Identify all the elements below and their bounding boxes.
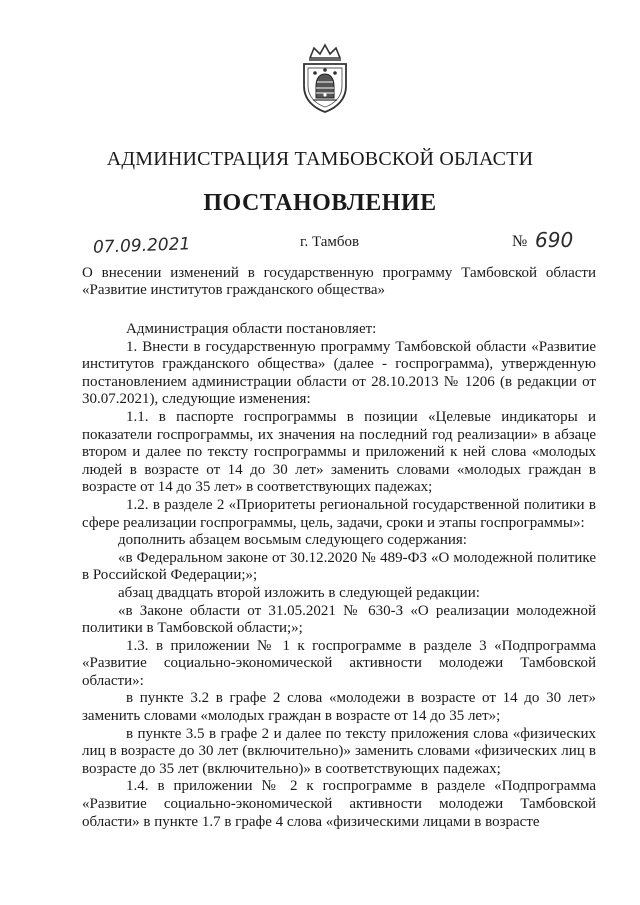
- document-number-label: №: [512, 233, 528, 250]
- paragraph: «в Законе области от 31.05.2021 № 630-З «О реализации молодежной политики в Тамбовской области;»;: [82, 602, 596, 637]
- paragraph: дополнить абзацем восьмым следующего содержания:: [118, 532, 467, 549]
- document-date: 07.09.2021: [92, 234, 191, 258]
- subject-line: «Развитие институтов гражданского общества»: [82, 282, 386, 298]
- paragraph: 1.2. в разделе 2 «Приоритеты региональной государственной политики в сфере реализации госпрограммы, цель, задачи, сроки и этапы госпрограммы»:: [82, 496, 596, 531]
- document-type-title: ПОСТАНОВЛЕНИЕ: [203, 190, 437, 216]
- organization-title: АДМИНИСТРАЦИЯ ТАМБОВСКОЙ ОБЛАСТИ: [106, 148, 534, 170]
- paragraph: 1. Внести в государственную программу Тамбовской области «Развитие институтов гражданского общества» (далее - госпрограмма), утвержденную постановлением администрации области от 28.10.2013 № 1206 (в редакции от 30.07.2021), следующие изменения:: [82, 338, 596, 408]
- paragraph: «в Федеральном законе от 30.12.2020 № 489-ФЗ «О молодежной политике в Российской Федерации;»;: [82, 549, 596, 584]
- subject-line: О внесении изменений в государственную программу Тамбовской области: [82, 265, 596, 281]
- paragraph: 1.3. в приложении № 1 к госпрограмме в разделе 3 «Подпрограмма «Развитие социально-экономической активности молодежи Тамбовской области»:: [82, 637, 596, 689]
- document-number: 690: [535, 228, 574, 252]
- paragraph: 1.1. в паспорте госпрограммы в позиции «Целевые индикаторы и показатели госпрограммы, их значения на последний год реализации» в абзаце втором и далее по тексту госпрограммы и приложений к ней слова «молодых людей в возрасте от 14 до 30 лет» заменить словами «молодых граждан в возрасте от 14 до 35 лет» в соответствующих падежах;: [82, 408, 596, 496]
- paragraph: абзац двадцать второй изложить в следующей редакции:: [118, 584, 480, 601]
- paragraph: 1.4. в приложении № 2 к госпрограмме в разделе «Подпрограмма «Развитие социально-экономической активности молодежи Тамбовской области» в пункте 1.7 в графе 4 слова «физическими лицами в возрасте: [82, 778, 596, 830]
- document-body: [82, 321, 596, 831]
- paragraph: в пункте 3.5 в графе 2 и далее по тексту приложения слова «физических лиц в возрасте до 30 лет (включительно)» заменить словами «физических лиц в возрасте до 35 лет (включительно)» в соответствующих падежах;: [82, 725, 596, 777]
- tambov-coat-of-arms-icon: [296, 42, 354, 114]
- document-city: г. Тамбов: [300, 234, 360, 250]
- paragraph: Администрация области постановляет:: [126, 321, 377, 337]
- paragraph: в пункте 3.2 в графе 2 слова «молодежи в возрасте от 14 до 30 лет» заменить словами «молодых граждан в возрасте от 14 до 35 лет»;: [82, 690, 596, 725]
- document-subject: [82, 265, 596, 299]
